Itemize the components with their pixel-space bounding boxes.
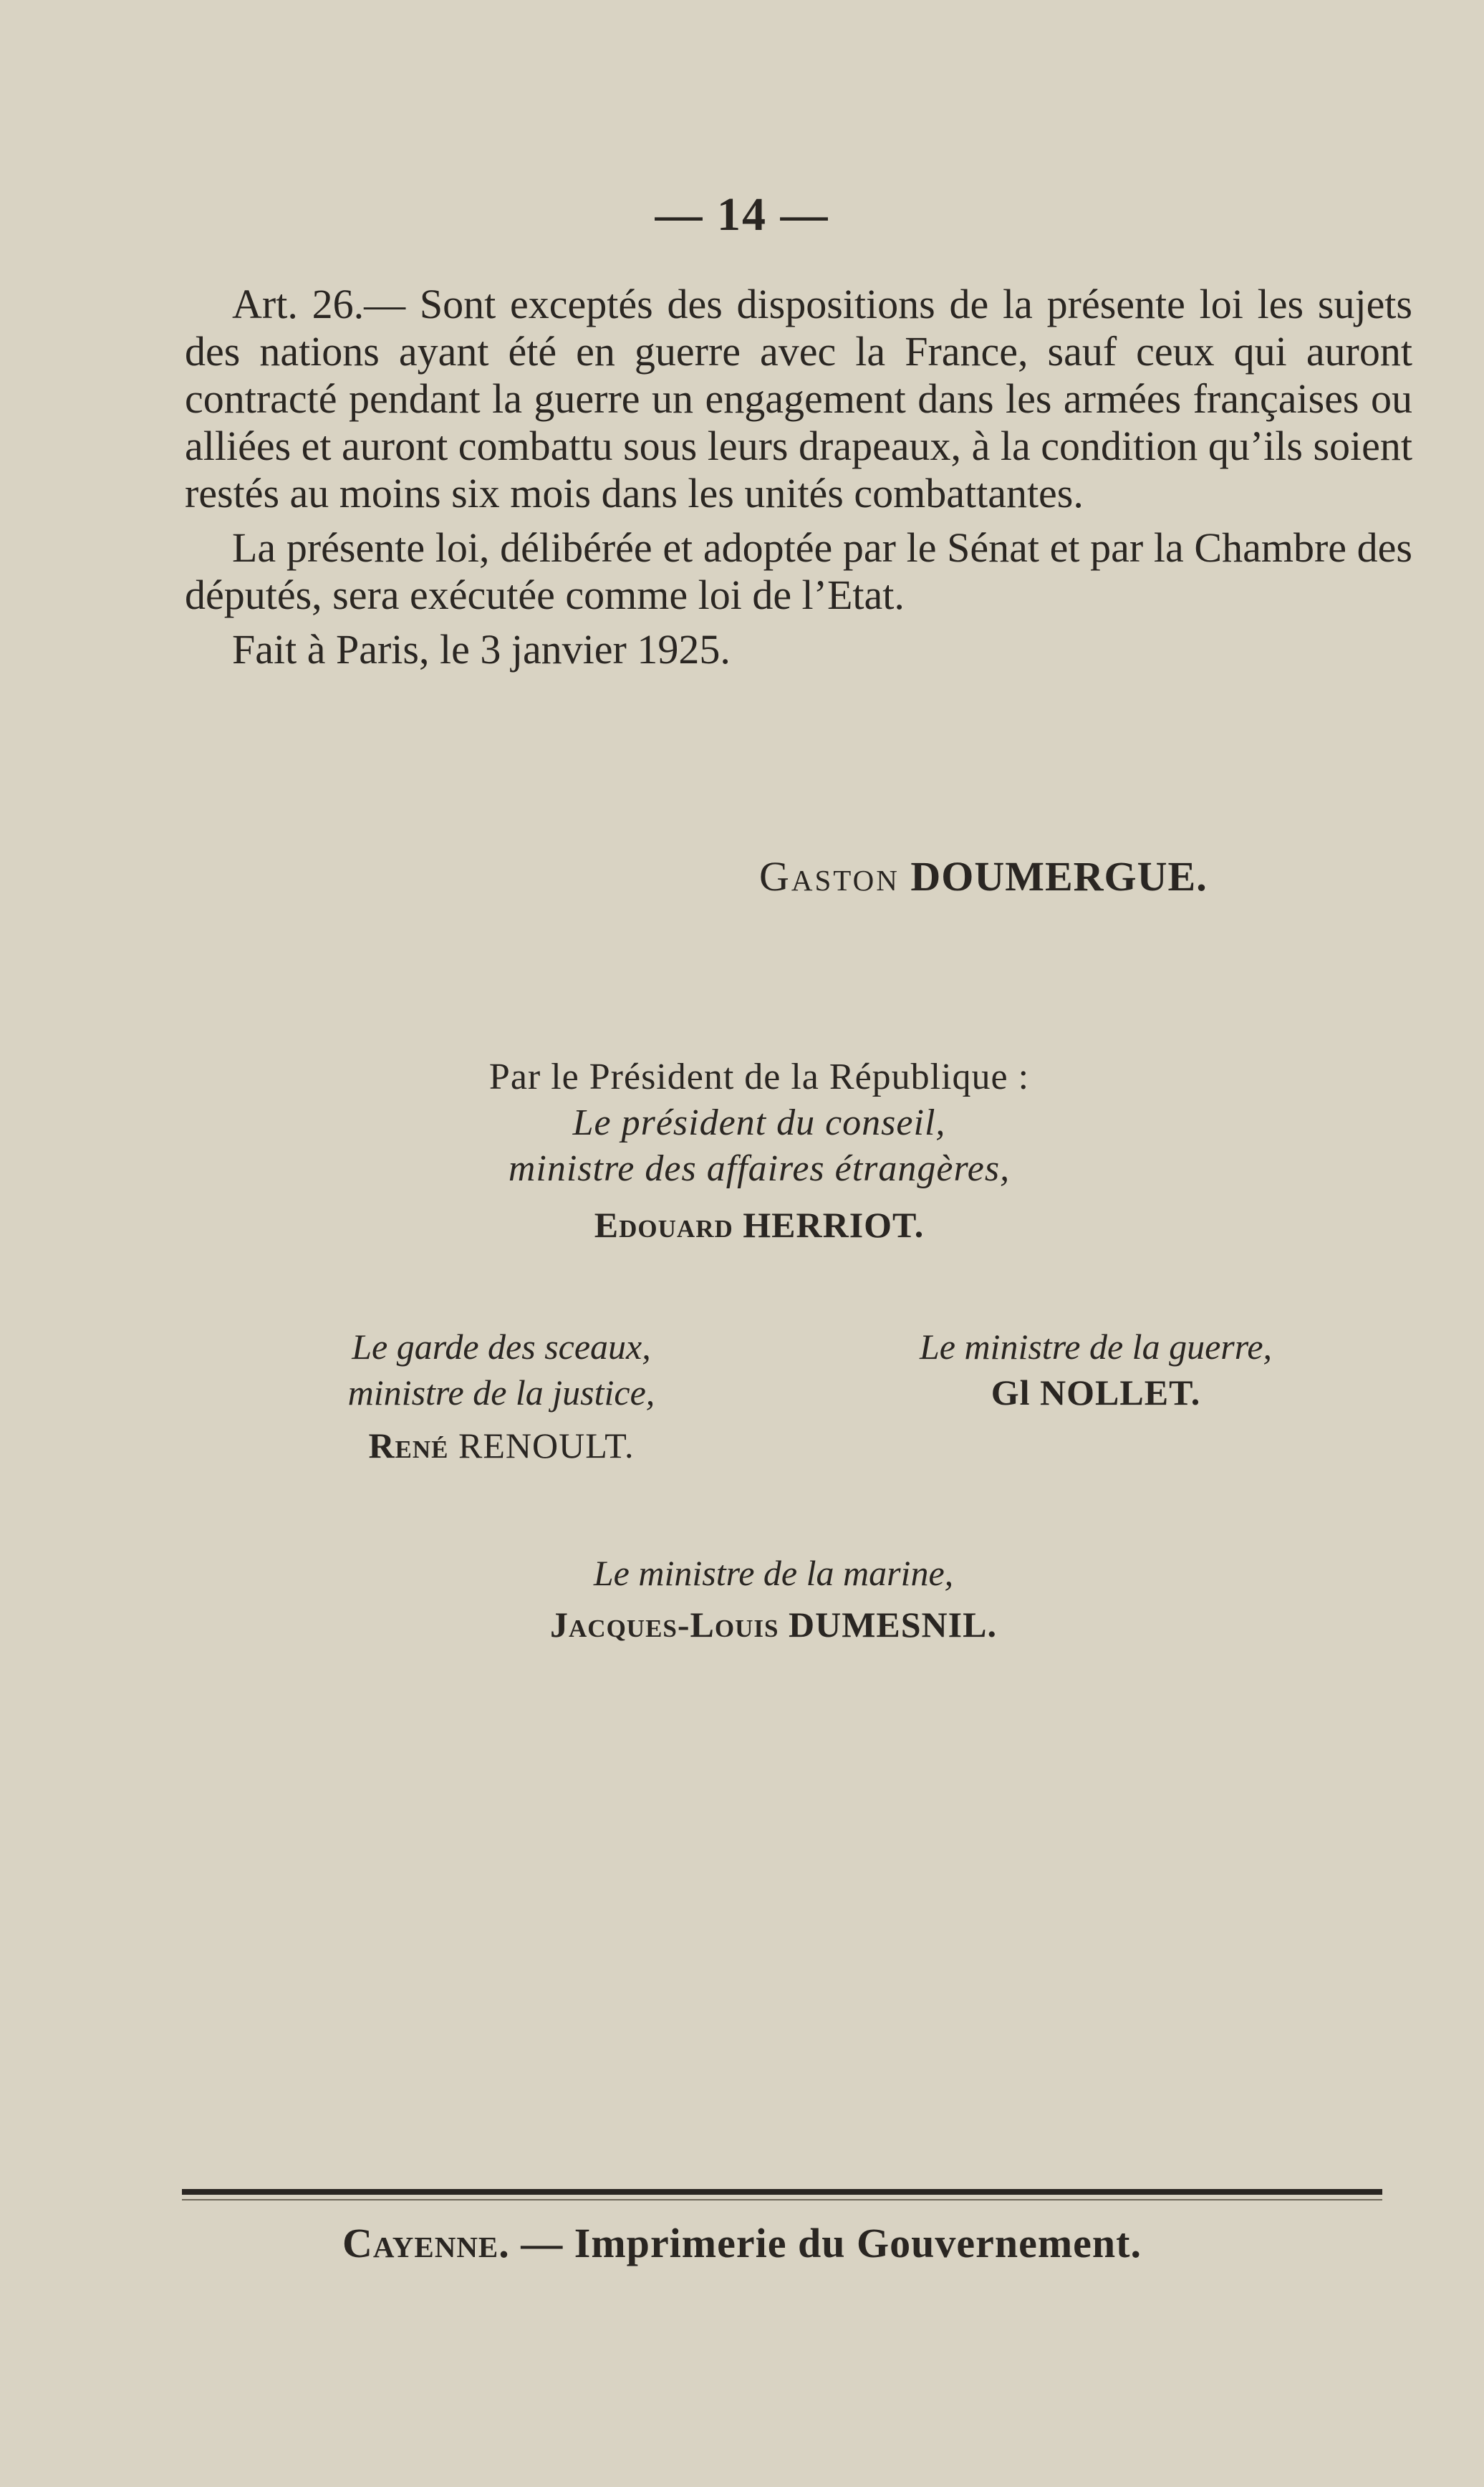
president-signature — [759, 852, 1208, 900]
marine-title-1: Le ministre de la marine, — [593, 1553, 954, 1593]
countersign-name — [401, 1202, 1117, 1248]
justice-first-name: René — [368, 1425, 449, 1466]
justice-name — [272, 1423, 731, 1468]
marine-first-name: Jacques-Louis — [550, 1605, 779, 1645]
date-line: Fait à Paris, le 3 janvier 1925. — [232, 626, 731, 673]
article-26-paragraph: Art. 26.— Sont exceptés des dispositions de la présente loi les sujets des nations ayant été en guerre avec la France, sauf ceux qui auront contracté pendant la guerre un engagement dans les armées françaises ou alliées et auront combattu sous leurs drapeaux, à la condition qu’ils soient restés au moins six mois dans les unités combattantes. — [185, 281, 1412, 516]
footer-city: Cayenne. — [342, 2220, 510, 2266]
justice-title-2: ministre de la justice, — [347, 1372, 655, 1413]
justice-last-name: RENOULT. — [458, 1425, 635, 1466]
justice-title-1: Le garde des sceaux, — [352, 1327, 651, 1367]
footer-rule-thin — [182, 2199, 1382, 2200]
president-last-name: DOUMERGUE. — [910, 853, 1208, 900]
countersign-last-name: HERRIOT. — [743, 1205, 925, 1245]
footer-rule — [182, 2189, 1382, 2195]
guerre-signature-block — [852, 1324, 1339, 1415]
countersign-first-name: Edouard — [594, 1205, 733, 1245]
guerre-name: Gl NOLLET. — [991, 1372, 1201, 1413]
promulgation-paragraph: La présente loi, délibérée et adoptée par le Sénat et par la Chambre des députés, sera exécutée comme loi de l’Etat. — [185, 524, 1412, 618]
president-first-name: Gaston — [759, 853, 900, 900]
page-number: — 14 — — [655, 188, 829, 241]
countersign-block — [401, 1054, 1117, 1248]
footer-printer: — Imprimerie du Gouvernement. — [521, 2220, 1142, 2266]
guerre-title-1: Le ministre de la guerre, — [919, 1327, 1273, 1367]
countersign-heading: Par le Président de la République : — [488, 1057, 1030, 1097]
countersign-title-2: ministre des affaires étrangères, — [508, 1148, 1011, 1189]
law-text — [185, 281, 1412, 691]
countersign-title-1: Le président du conseil, — [572, 1102, 946, 1143]
printer-footer — [0, 2219, 1484, 2267]
marine-name — [444, 1599, 1103, 1650]
marine-signature-block — [444, 1547, 1103, 1650]
justice-signature-block — [272, 1324, 731, 1468]
marine-last-name: DUMESNIL. — [788, 1605, 997, 1645]
